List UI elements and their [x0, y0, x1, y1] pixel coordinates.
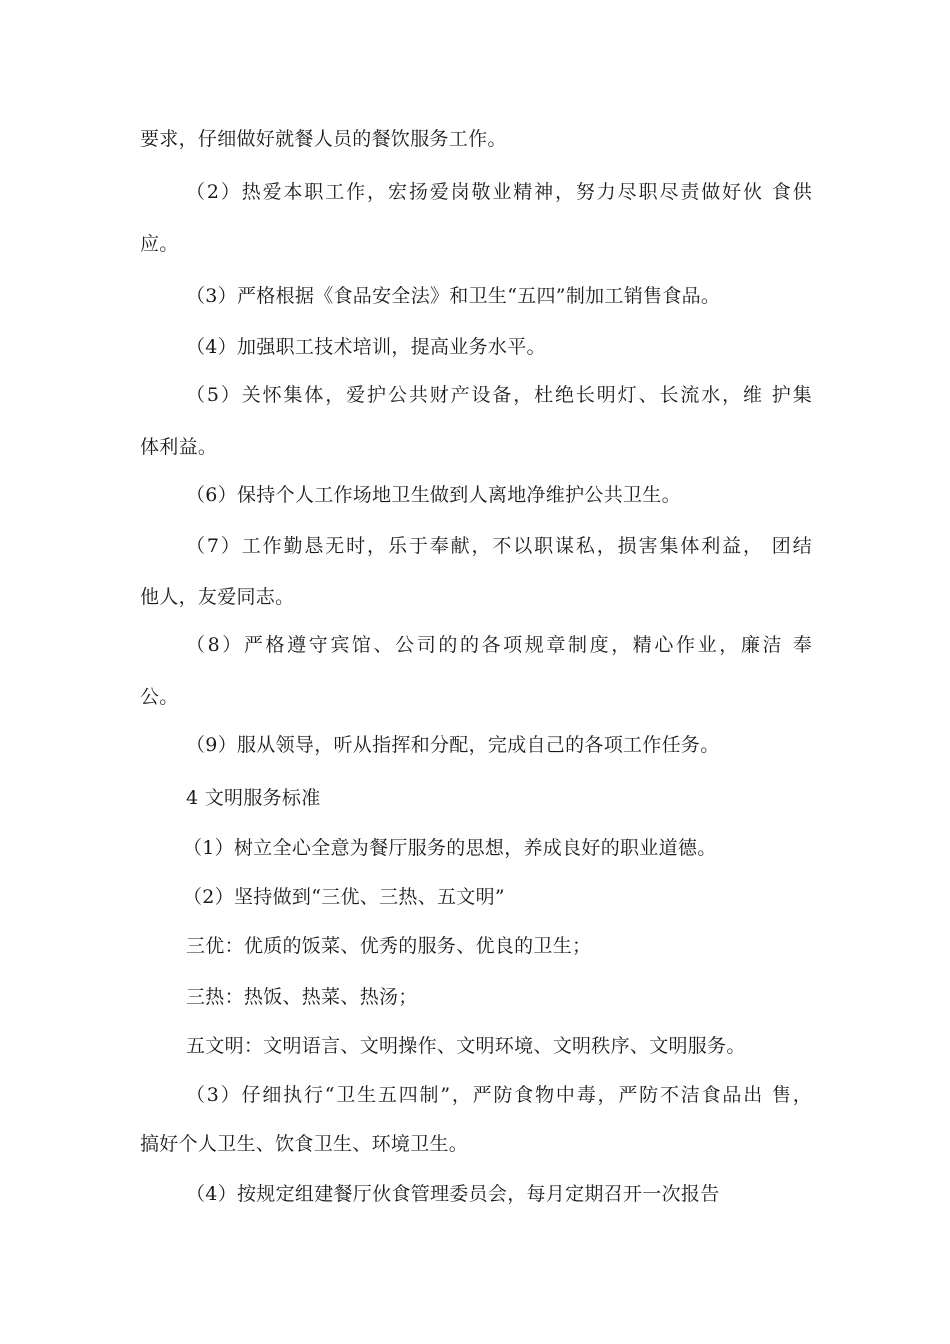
text-line: （3）严格根据《食品安全法》和卫生“五四”制加工销售食品。	[186, 285, 721, 307]
text-line: 三优：优质的饭菜、优秀的服务、优良的卫生；	[186, 935, 592, 957]
text-line: （5）关怀集体，爱护公共财产设备，杜绝长明灯、长流水，维 护集	[186, 384, 812, 406]
section-heading: 4 文明服务标准	[186, 787, 321, 809]
text-line: 体利益。	[140, 436, 218, 458]
text-line: （7）工作勤恳无时，乐于奉献，不以职谋私，损害集体利益， 团结	[186, 535, 812, 557]
text-line: （4）按规定组建餐厅伙食管理委员会，每月定期召开一次报告	[186, 1183, 720, 1205]
text-line: 要求，仔细做好就餐人员的餐饮服务工作。	[140, 128, 507, 150]
text-line: （8）严格遵守宾馆、公司的的各项规章制度，精心作业，廉洁 奉	[186, 634, 812, 656]
text-line: （2）坚持做到“三优、三热、五文明”	[183, 886, 505, 908]
text-line: （1）树立全心全意为餐厅服务的思想，养成良好的职业道德。	[183, 837, 717, 859]
text-line: 他人，友爱同志。	[140, 586, 295, 608]
text-line: （4）加强职工技术培训，提高业务水平。	[186, 336, 546, 358]
text-line: 三热：热饭、热菜、热汤；	[186, 986, 418, 1008]
text-line: 公。	[140, 686, 179, 708]
text-line: 五文明：文明语言、文明操作、文明环境、文明秩序、文明服务。	[186, 1035, 746, 1057]
text-line: 搞好个人卫生、饮食卫生、环境卫生。	[140, 1133, 469, 1155]
text-line: （3）仔细执行“卫生五四制”，严防食物中毒，严防不洁食品出 售，	[186, 1084, 812, 1106]
text-line: （2）热爱本职工作，宏扬爱岗敬业精神，努力尽职尽责做好伙 食供	[186, 181, 812, 203]
text-line: （9）服从领导，听从指挥和分配，完成自己的各项工作任务。	[186, 734, 720, 756]
text-line: （6）保持个人工作场地卫生做到人离地净维护公共卫生。	[186, 484, 681, 506]
text-line: 应。	[140, 233, 179, 255]
